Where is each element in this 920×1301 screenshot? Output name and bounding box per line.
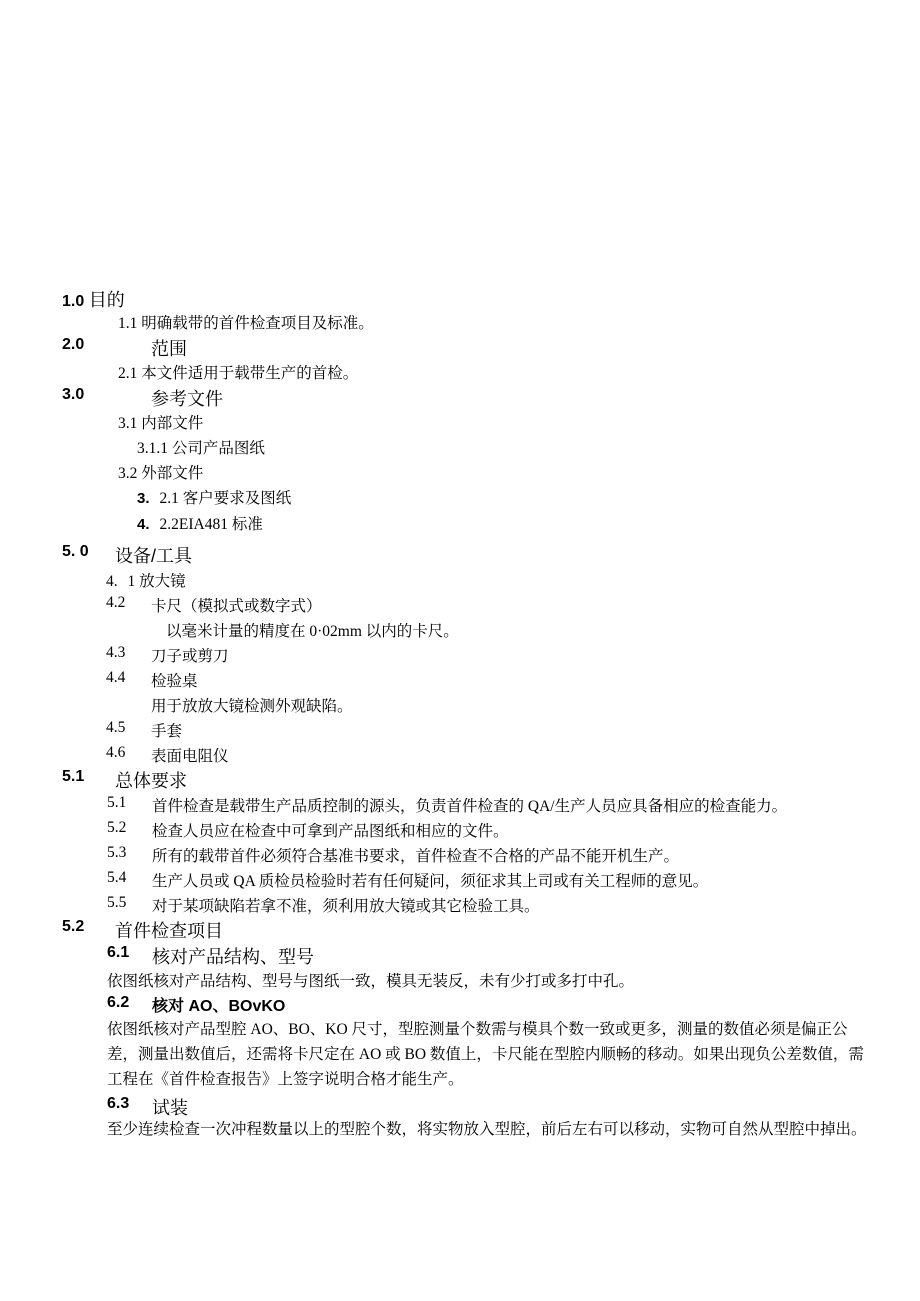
equipment-item (106, 719, 183, 740)
subsection-title: 核对产品结构、型号 (152, 947, 314, 967)
subsection-title: 核对 AO、BOvKO (152, 998, 286, 1015)
equipment-item (106, 594, 322, 615)
item-text: 对于某项缺陷若拿不准，须利用放大镜或其它检验工具。 (152, 898, 540, 915)
requirement-item (107, 894, 540, 915)
item-number: 5.3 (107, 844, 127, 861)
section-inspection-heading (62, 918, 223, 941)
subsection-heading (107, 1095, 188, 1118)
section-number: 3.0 (62, 386, 85, 403)
section-title: 设备/工具 (115, 546, 193, 566)
item-text: 所有的载带首件必须符合基准书要求，首件检查不合格的产品不能开机生产。 (152, 848, 680, 865)
section-2-item: 2.1 本文件适用于载带生产的首检。 (118, 365, 359, 382)
equipment-item (106, 569, 186, 591)
item-text: 生产人员或 QA 质检员检验时若有任何疑问，须征求其上司或有关工程师的意见。 (152, 873, 709, 890)
item-number: 5.5 (107, 894, 127, 911)
item-number: 3. (137, 490, 150, 507)
requirement-item (107, 819, 509, 840)
subsection-number: 6.1 (107, 944, 130, 961)
section-1-item: 1.1 明确载带的首件检查项目及标准。 (118, 315, 374, 332)
section-title: 总体要求 (115, 771, 187, 791)
item-number: 4.6 (106, 744, 126, 761)
section-title: 首件检查项目 (115, 921, 223, 941)
internal-docs: 3.1 内部文件 (118, 415, 204, 432)
item-number: 4.4 (106, 669, 126, 686)
section-title: 参考文件 (151, 389, 223, 409)
item-text: 表面电阻仪 (151, 748, 229, 765)
equipment-note: 以毫米计量的精度在 0·02mm 以内的卡尺。 (166, 623, 459, 640)
requirement-item (107, 844, 680, 865)
equipment-item (106, 644, 229, 665)
section-number: 5. 0 (62, 543, 89, 560)
subsection-heading (107, 944, 314, 967)
item-text: 手套 (151, 723, 183, 740)
item-text: 2.1 客户要求及图纸 (159, 490, 292, 507)
subsection-text: 依图纸核对产品型腔 AO、BO、KO 尺寸，型腔测量个数需与模具个数一致或更多，测量的数值必须是偏正公差，测量出数值后，还需将卡尺定在 AO 或 BO 数值上，卡尺能在型腔内顺畅的移动。如果出现负公差数值，需工程在《首件检查报告》上签字说明合格才能生产。 (107, 1021, 864, 1088)
section-number: 2.0 (62, 336, 85, 353)
item-number: 5.2 (107, 819, 127, 836)
item-text: 检查人员应在检查中可拿到产品图纸和相应的文件。 (152, 823, 509, 840)
subsection-number: 6.3 (107, 1095, 130, 1112)
item-text: 2.2EIA481 标准 (159, 516, 263, 533)
requirement-item (107, 869, 709, 890)
item-text: 首件检查是载带生产品质控制的源头，负责首件检查的 QA/生产人员应具备相应的检查能力。 (152, 798, 788, 815)
equipment-item (106, 669, 198, 690)
external-docs: 3.2 外部文件 (118, 465, 204, 482)
internal-docs-item: 3.1.1 公司产品图纸 (137, 440, 265, 457)
section-2-heading (62, 336, 187, 359)
item-number: 4.5 (106, 719, 126, 736)
item-number: 4.3 (106, 644, 126, 661)
subsection-text: 至少连续检查一次冲程数量以上的型腔个数，将实物放入型腔，前后左右可以移动，实物可自然从型腔中掉出。 (107, 1121, 867, 1138)
equipment-item (106, 744, 229, 765)
item-text: 1 放大镜 (127, 573, 186, 590)
section-title: 目的 (88, 290, 125, 310)
requirement-item (107, 794, 788, 815)
section-equipment-heading (62, 543, 193, 566)
external-docs-item-1 (137, 486, 291, 508)
subsection-text: 依图纸核对产品结构、型号与图纸一致，模具无装反，未有少打或多打中孔。 (107, 973, 635, 990)
item-text: 卡尺（模拟式或数字式） (151, 598, 322, 615)
section-number: 5.2 (62, 918, 85, 935)
item-text: 检验桌 (151, 673, 198, 690)
subsection-number: 6.2 (107, 994, 130, 1011)
subsection-title: 试装 (152, 1098, 188, 1118)
section-1-heading (62, 286, 125, 312)
section-title: 范围 (151, 339, 187, 359)
item-number: 4. (137, 516, 150, 533)
external-docs-item-2 (137, 512, 263, 534)
item-text: 刀子或剪刀 (151, 648, 229, 665)
section-number: 5.1 (62, 768, 85, 785)
item-number: 5.1 (107, 794, 127, 811)
section-general-heading (62, 768, 187, 791)
item-number: 4.2 (106, 594, 126, 611)
item-number: 5.4 (107, 869, 127, 886)
subsection-heading (107, 994, 286, 1015)
section-3-heading (62, 386, 223, 409)
section-number: 1.0 (62, 293, 85, 310)
equipment-note: 用于放放大镜检测外观缺陷。 (151, 698, 353, 715)
item-number: 4. (106, 573, 118, 590)
